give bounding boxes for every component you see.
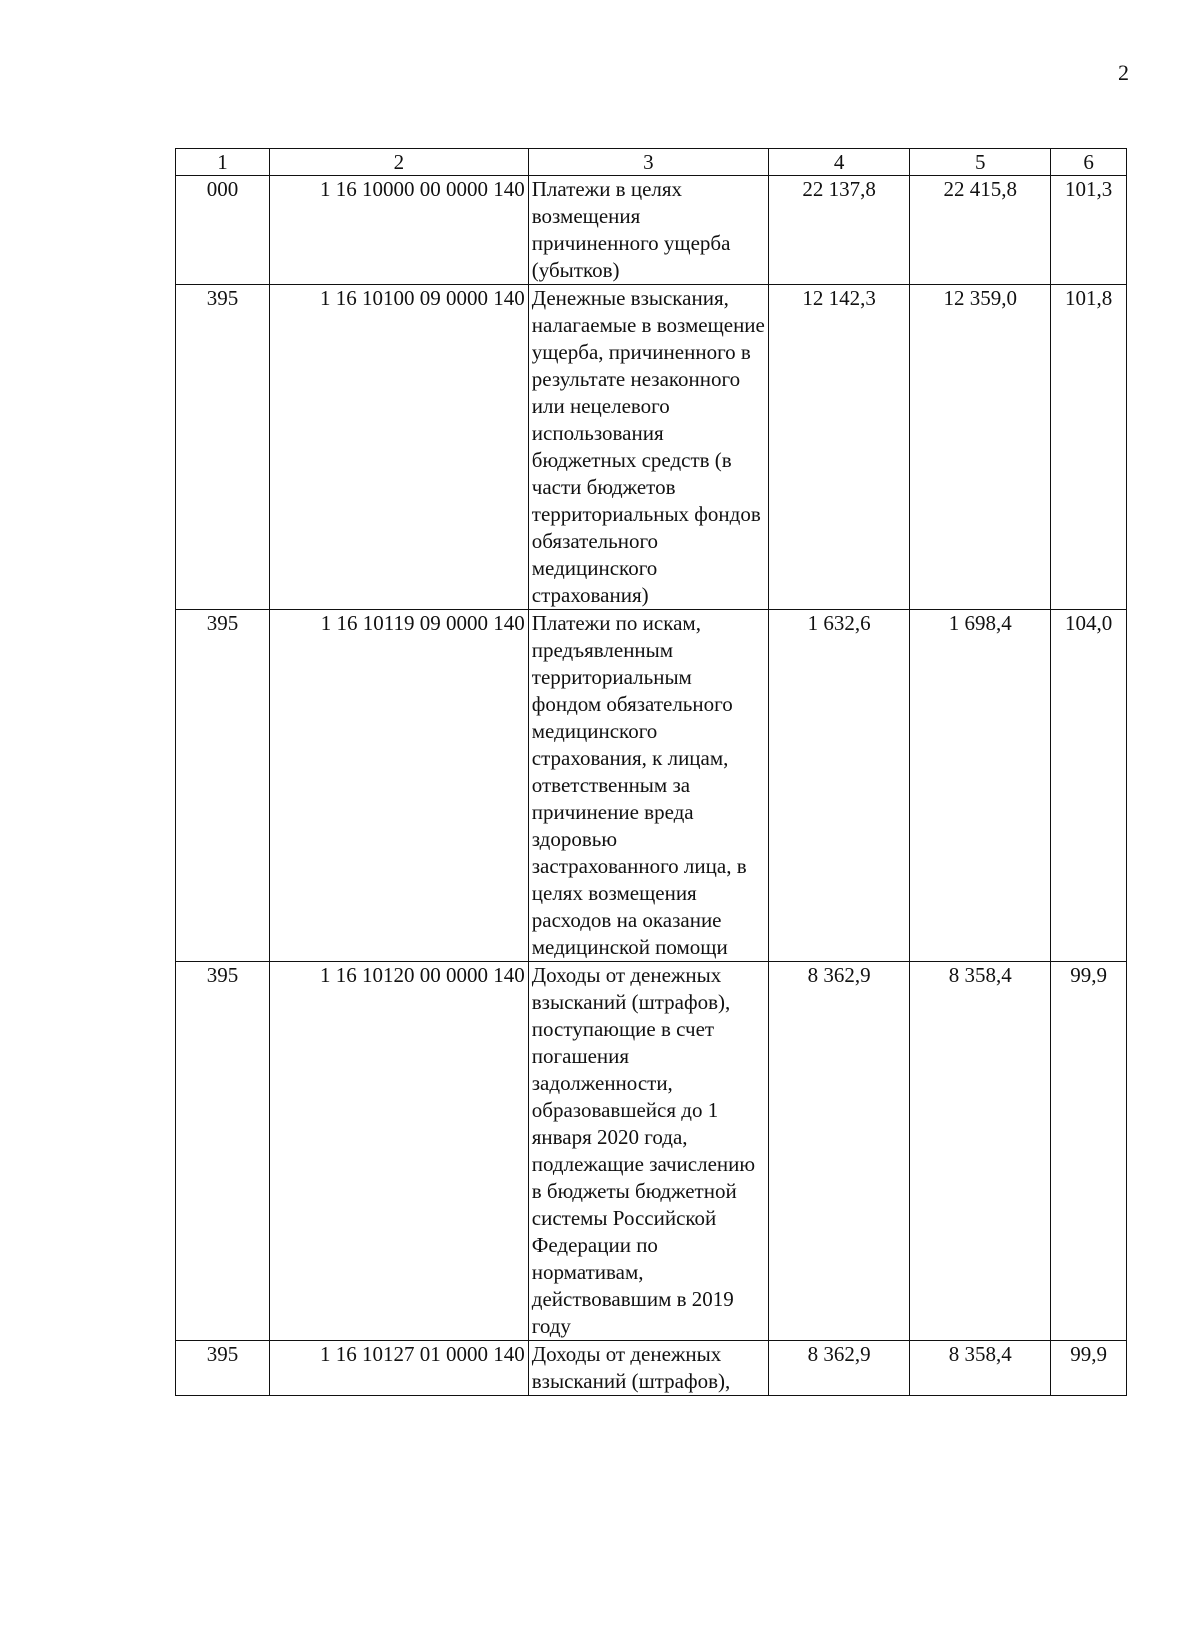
revenue-name-cell: Платежи по искам, предъявленным территориальным фондом обязательного медицинского страхования, к лицам, ответственным за причинение вреда здоровью застрахованного лица, в целях возмещения расходов на оказание медицинской помощи bbox=[528, 610, 768, 962]
budget-code-cell: 1 16 10119 09 0000 140 bbox=[270, 610, 529, 962]
revenue-name-cell: Доходы от денежных взысканий (штрафов), bbox=[528, 1341, 768, 1396]
actual-amount-cell: 8 358,4 bbox=[910, 962, 1051, 1341]
table-row bbox=[176, 285, 1127, 610]
percent-cell: 101,3 bbox=[1051, 176, 1127, 285]
revenue-name-cell: Доходы от денежных взысканий (штрафов), поступающие в счет погашения задолженности, образовавшейся до 1 января 2020 года, подлежащие зачислению в бюджеты бюджетной системы Российской Федерации по нормативам, действовавшим в 2019 году bbox=[528, 962, 768, 1341]
column-header-2: 2 bbox=[270, 149, 529, 176]
revenue-name-cell: Платежи в целях возмещения причиненного ущерба (убытков) bbox=[528, 176, 768, 285]
percent-cell: 101,8 bbox=[1051, 285, 1127, 610]
revenue-name-cell: Денежные взыскания, налагаемые в возмещение ущерба, причиненного в результате незаконного или нецелевого использования бюджетных средств (в части бюджетов территориальных фондов обязательного медицинского страхования) bbox=[528, 285, 768, 610]
admin-code-cell: 000 bbox=[176, 176, 270, 285]
page-number: 2 bbox=[1118, 60, 1129, 85]
budget-code-cell: 1 16 10000 00 0000 140 bbox=[270, 176, 529, 285]
percent-cell: 99,9 bbox=[1051, 1341, 1127, 1396]
percent-cell: 99,9 bbox=[1051, 962, 1127, 1341]
column-header-3: 3 bbox=[528, 149, 768, 176]
admin-code-cell: 395 bbox=[176, 285, 270, 610]
planned-amount-cell: 8 362,9 bbox=[769, 1341, 910, 1396]
budget-code-cell: 1 16 10127 01 0000 140 bbox=[270, 1341, 529, 1396]
planned-amount-cell: 1 632,6 bbox=[769, 610, 910, 962]
planned-amount-cell: 12 142,3 bbox=[769, 285, 910, 610]
table-row bbox=[176, 1341, 1127, 1396]
column-header-4: 4 bbox=[769, 149, 910, 176]
budget-code-cell: 1 16 10100 09 0000 140 bbox=[270, 285, 529, 610]
actual-amount-cell: 22 415,8 bbox=[910, 176, 1051, 285]
column-header-5: 5 bbox=[910, 149, 1051, 176]
table-row bbox=[176, 610, 1127, 962]
actual-amount-cell: 1 698,4 bbox=[910, 610, 1051, 962]
percent-cell: 104,0 bbox=[1051, 610, 1127, 962]
table-header-row bbox=[176, 149, 1127, 176]
planned-amount-cell: 8 362,9 bbox=[769, 962, 910, 1341]
table-row bbox=[176, 176, 1127, 285]
budget-code-cell: 1 16 10120 00 0000 140 bbox=[270, 962, 529, 1341]
revenue-table bbox=[175, 148, 1127, 1396]
admin-code-cell: 395 bbox=[176, 962, 270, 1341]
actual-amount-cell: 12 359,0 bbox=[910, 285, 1051, 610]
column-header-6: 6 bbox=[1051, 149, 1127, 176]
column-header-1: 1 bbox=[176, 149, 270, 176]
actual-amount-cell: 8 358,4 bbox=[910, 1341, 1051, 1396]
table-row bbox=[176, 962, 1127, 1341]
admin-code-cell: 395 bbox=[176, 610, 270, 962]
planned-amount-cell: 22 137,8 bbox=[769, 176, 910, 285]
admin-code-cell: 395 bbox=[176, 1341, 270, 1396]
